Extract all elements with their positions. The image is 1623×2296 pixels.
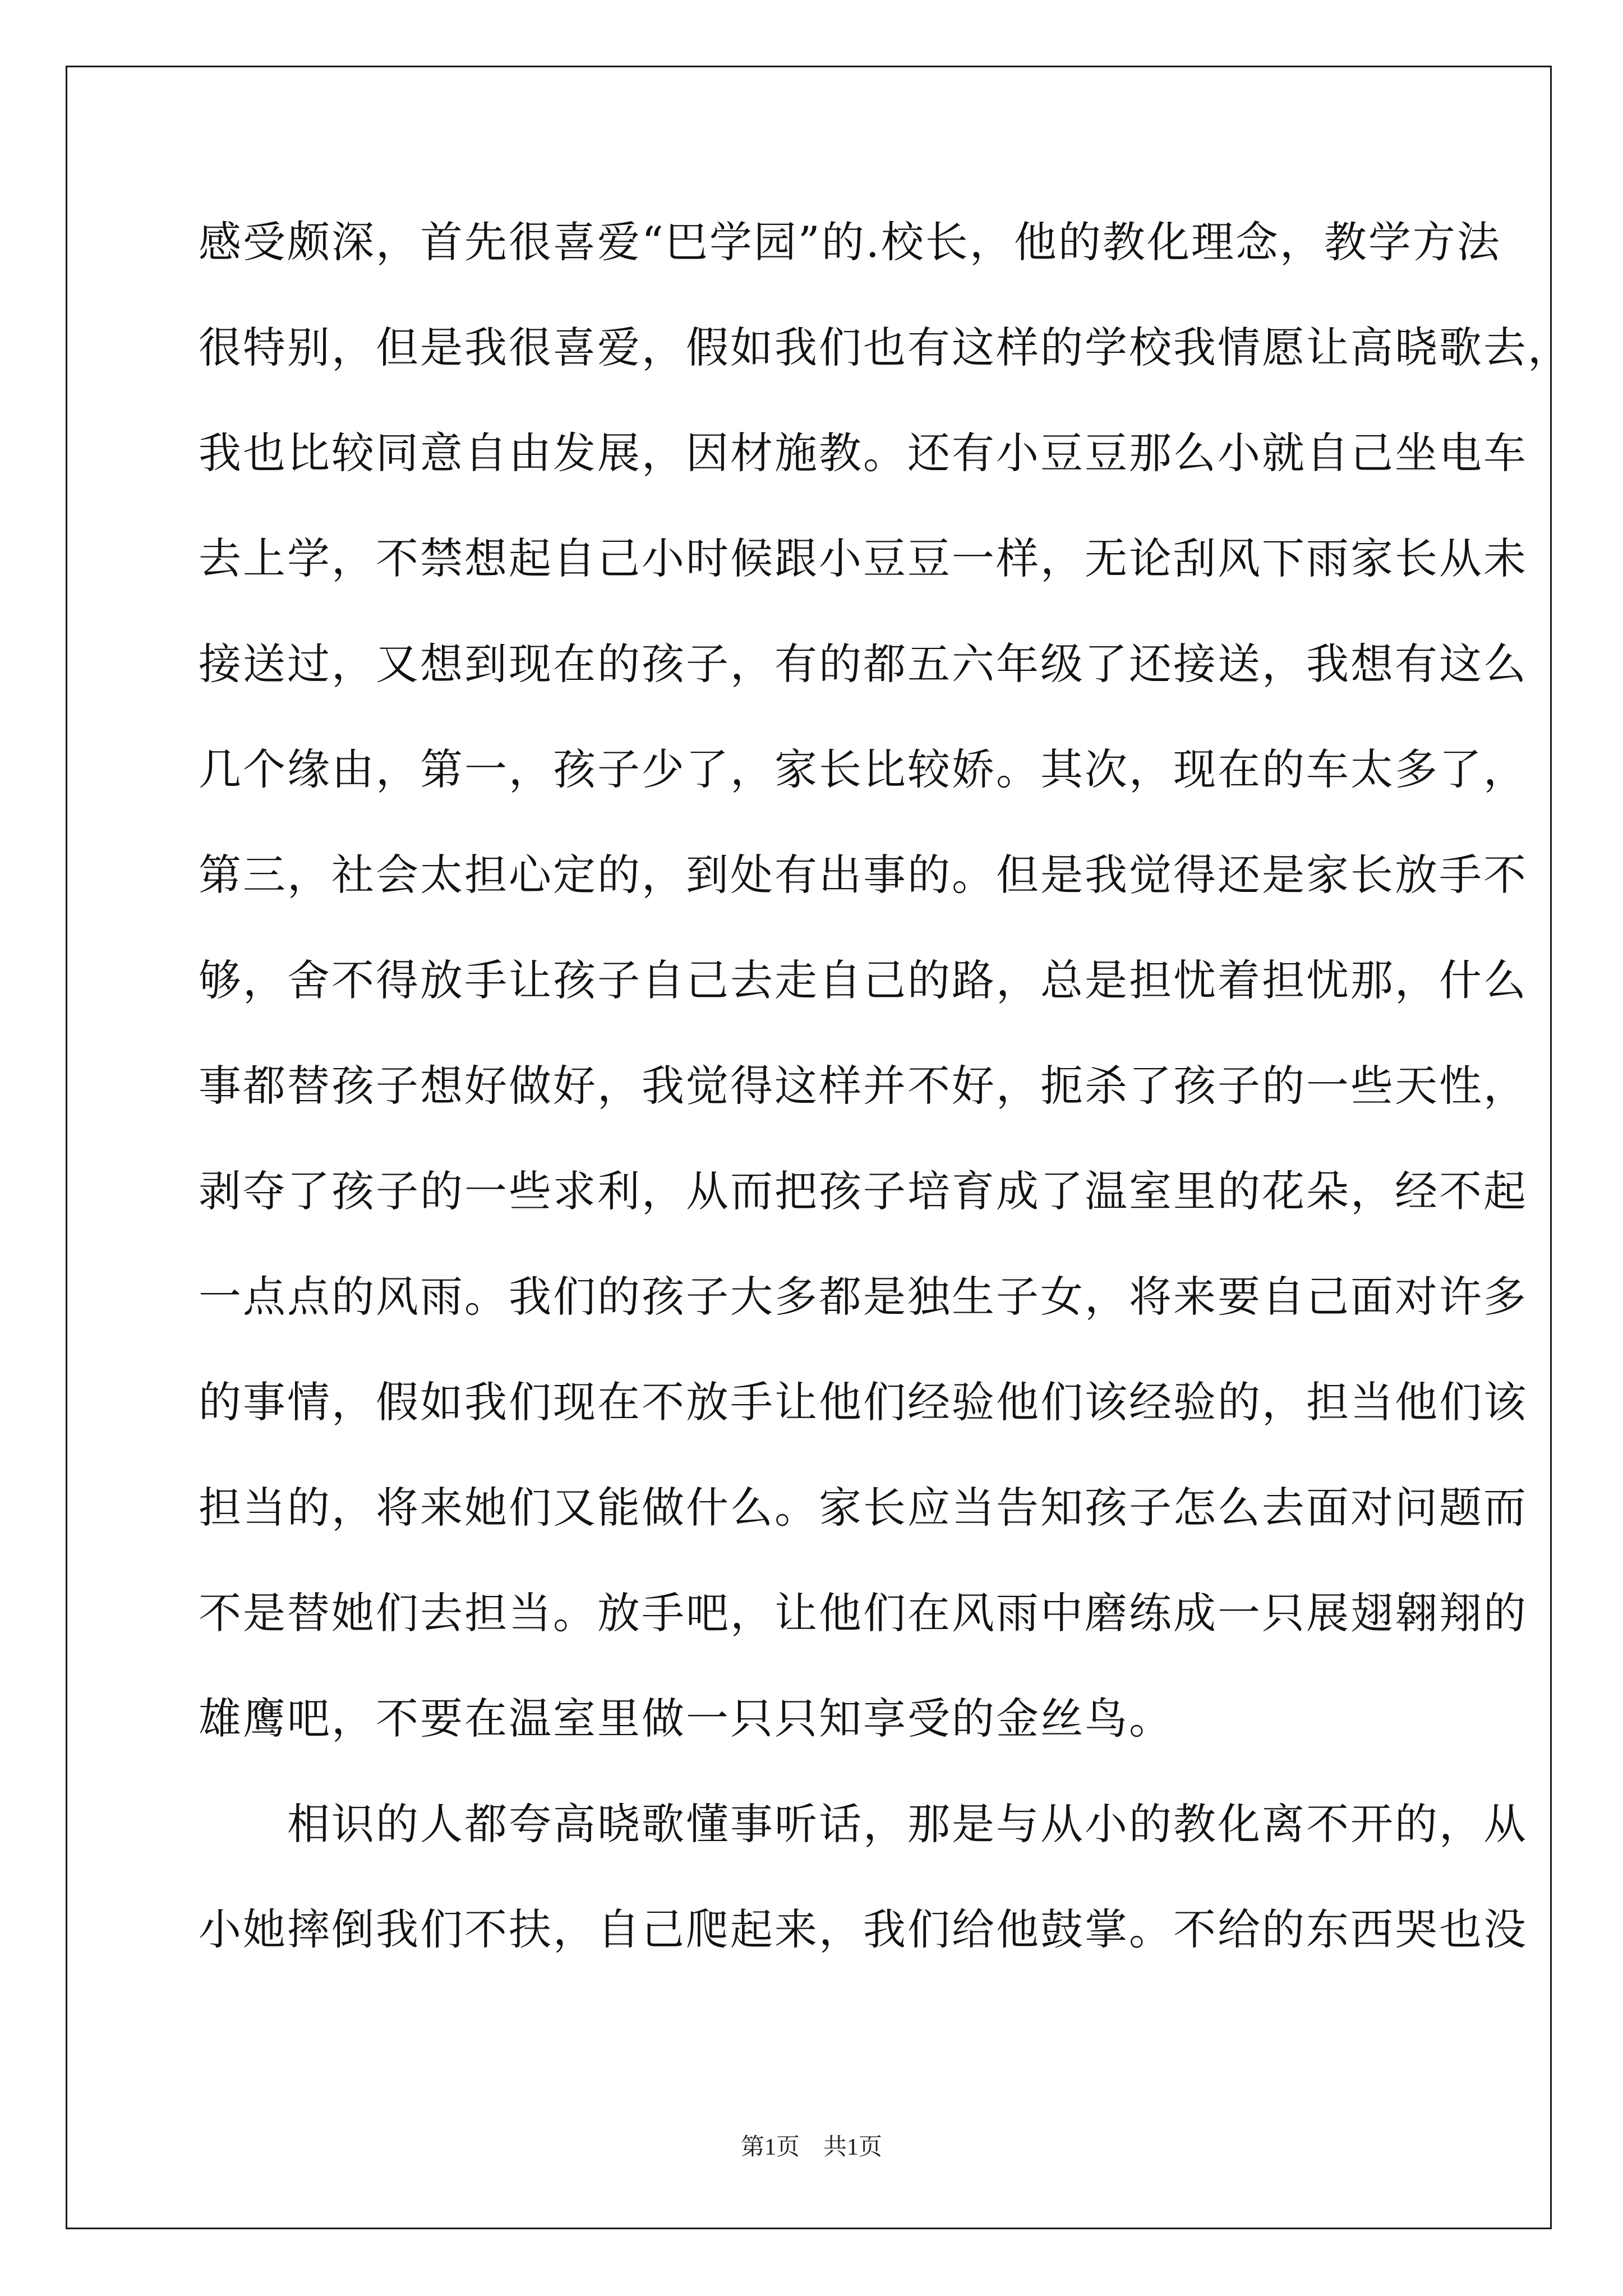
text-line: 相识的人都夸高晓歌懂事听话，那是与从小的教化离不开的，从: [199, 1799, 1528, 1849]
text-line: 第三，社会太担心定的，到处有出事的。但是我觉得还是家长放手不: [199, 850, 1528, 900]
text-line: 我也比较同意自由发展，因材施教。还有小豆豆那么小就自己坐电车: [199, 428, 1528, 478]
text-line: 够，舍不得放手让孩子自己去走自己的路，总是担忧着担忧那，什么: [199, 955, 1528, 1005]
text-line: 几个缘由，第一，孩子少了，家长比较娇。其次，现在的车太多了，: [199, 744, 1528, 794]
text-line: 小她摔倒我们不扶，自己爬起来，我们给他鼓掌。不给的东西哭也没: [199, 1904, 1528, 1954]
text-line: 的事情，假如我们现在不放手让他们经验他们该经验的，担当他们该: [199, 1377, 1528, 1427]
page-number-footer: 第1页 共1页: [740, 2134, 882, 2160]
text-line: 担当的，将来她们又能做什么。家长应当告知孩子怎么去面对问题而: [199, 1483, 1528, 1533]
text-line: 剥夺了孩子的一些求利，从而把孩子培育成了温室里的花朵，经不起: [199, 1166, 1528, 1216]
text-line: 接送过，又想到现在的孩子，有的都五六年级了还接送，我想有这么: [199, 639, 1528, 689]
text-line: 一点点的风雨。我们的孩子大多都是独生子女，将来要自己面对许多: [199, 1272, 1528, 1322]
text-line: 不是替她们去担当。放手吧，让他们在风雨中磨练成一只展翅翱翔的: [199, 1588, 1528, 1638]
text-line: 事都替孩子想好做好，我觉得这样并不好，扼杀了孩子的一些天性，: [199, 1061, 1528, 1111]
text-line: 感受颇深，首先很喜爱“巴学园”的.校长，他的教化理念，教学方法: [199, 217, 1501, 267]
text-line: 雄鹰吧，不要在温室里做一只只知享受的金丝鸟。: [199, 1694, 1173, 1743]
text-line: 去上学，不禁想起自己小时候跟小豆豆一样，无论刮风下雨家长从未: [199, 533, 1528, 583]
text-line: 很特别，但是我很喜爱，假如我们也有这样的学校我情愿让高晓歌去，: [199, 323, 1572, 372]
